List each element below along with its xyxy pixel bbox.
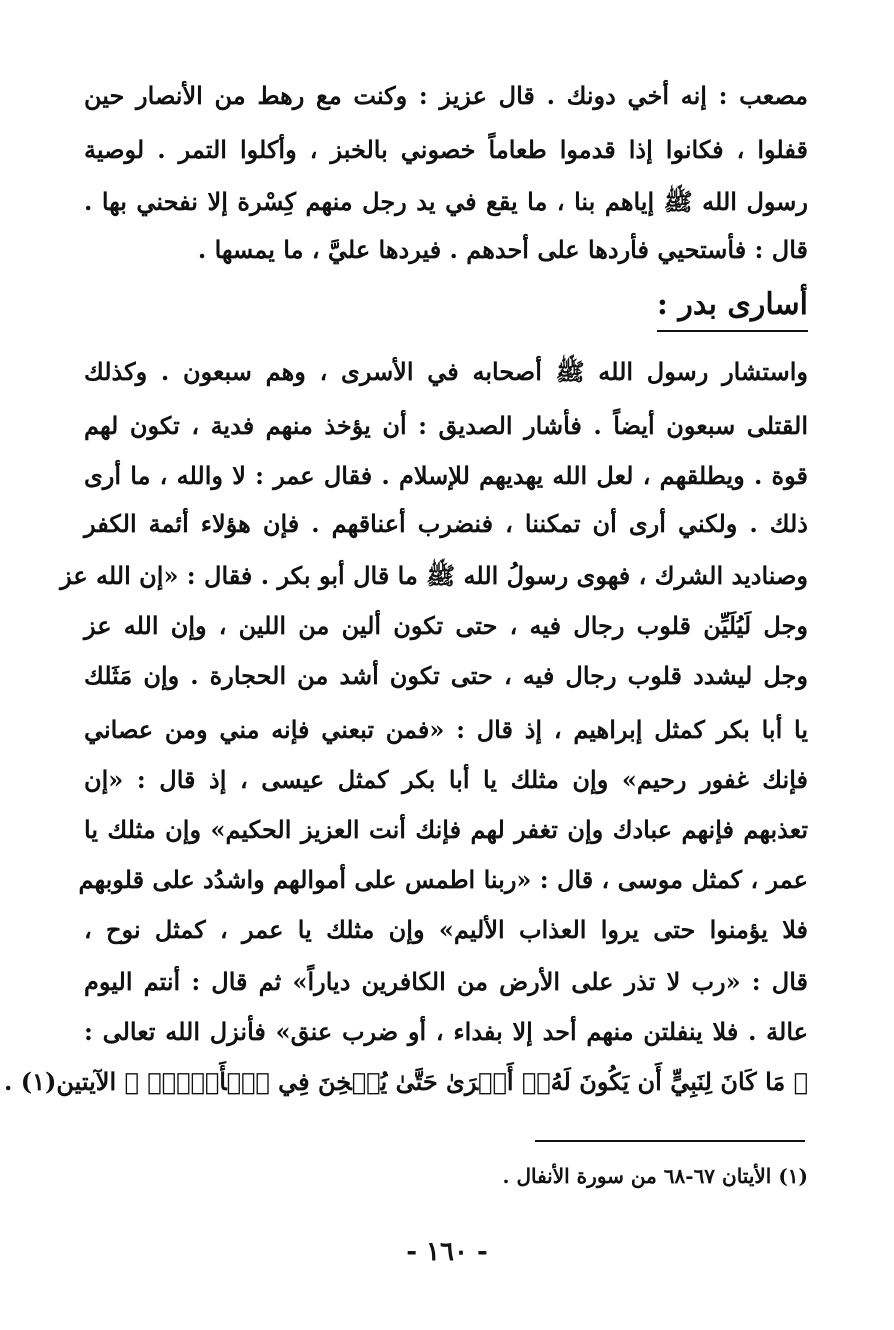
text-line: وجل لَيُلَيِّن قلوب رجال فيه ، حتى تكون ألين من اللين ، وإن الله عز [84,611,808,640]
text-line: عالة . فلا ينفلتن منهم أحد إلا بفداء ، أو ضرب عنق» فأنزل الله تعالى : [84,1017,808,1046]
text-line: يا أبا بكر كمثل إبراهيم ، إذ قال : «فمن تبعني فإنه مني ومن عصاني [84,715,808,744]
quran-verse-line: ﴿ مَا كَانَ لِنَبِيٍّ أَن يَكُونَ لَهُۥٓ أَسۡرَىٰ حَتَّىٰ يُثۡخِنَ فِي ٱلۡأَرۡضِۚ ﴾ الآيتين(١) . [4,1067,808,1096]
text-line: مصعب : إنه أخي دونك . قال عزيز : وكنت مع رهط من الأنصار حين [84,81,808,110]
text-line: فإنك غفور رحيم» وإن مثلك يا أبا بكر كمثل عيسى ، إذ قال : «إن [84,765,808,794]
footnote: (١) الأيتان ٦٧-٦٨ من سورة الأنفال . [502,1164,808,1188]
text-line: قال : فأستحيي فأردها على أحدهم . فيردها عليَّ ، ما يمسها . [197,235,808,264]
text-line: قال : «رب لا تذر على الأرض من الكافرين دياراً» ثم قال : أنتم اليوم [84,967,809,996]
page-number: - ١٦٠ - [406,1237,488,1267]
text-line: القتلى سبعون أيضاً . فأشار الصديق : أن يؤخذ منهم فدية ، تكون لهم [84,411,809,440]
section-heading: أسارى بدر : [657,282,808,332]
text-line: تعذبهم فإنهم عبادك وإن تغفر لهم فإنك أنت العزيز الحكيم» وإن مثلك يا [84,815,808,844]
text-line: ذلك . ولكني أرى أن تمكننا ، فنضرب أعناقهم . فإن هؤلاء أئمة الكفر [84,509,808,538]
text-line: فلا يؤمنوا حتى يروا العذاب الأليم» وإن مثلك يا عمر ، كمثل نوح ، [84,915,808,944]
text-line: قوة . ويطلقهم ، لعل الله يهديهم للإسلام . فقال عمر : لا والله ، ما أرى [84,461,808,490]
text-line: واستشار رسول الله ﷺ أصحابه في الأسرى ، وهم سبعون . وكذلك [84,357,808,386]
footnote-separator [535,1140,805,1142]
text-line: وجل ليشدد قلوب رجال فيه ، حتى تكون أشد من الحجارة . وإن مَثَلك [84,661,808,690]
text-line: وصناديد الشرك ، فهوى رسولُ الله ﷺ ما قال أبو بكر . فقال : «إن الله عز [60,561,808,590]
text-line: رسول الله ﷺ إياهم بنا ، ما يقع في يد رجل منهم كِسْرة إلا نفحني بها . [84,187,808,216]
text-line: قفلوا ، فكانوا إذا قدموا طعاماً خصوني بالخبز ، وأكلوا التمر . لوصية [84,135,808,164]
text-line: عمر ، كمثل موسى ، قال : «ربنا اطمس على أموالهم واشدُد على قلوبهم [78,865,808,894]
